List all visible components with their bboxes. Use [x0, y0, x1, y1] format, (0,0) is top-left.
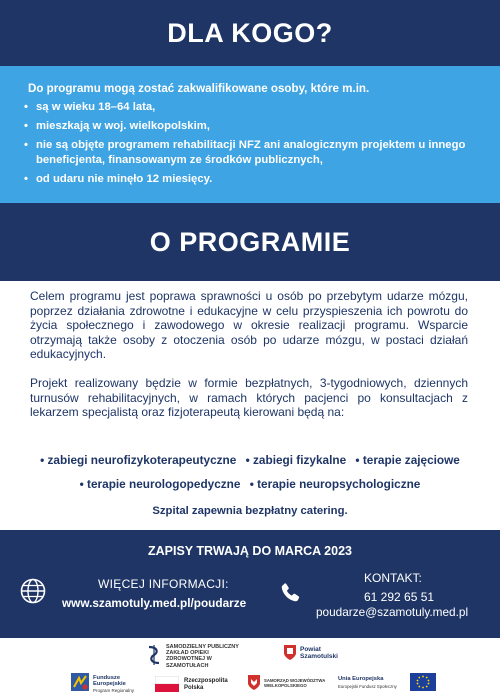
contact-label: KONTAKT: — [364, 571, 422, 585]
logos-strip — [0, 638, 500, 700]
eu-flag-icon — [410, 673, 436, 691]
eu-name: Unia Europejska — [338, 676, 384, 682]
eligibility-section — [0, 66, 500, 203]
treatments-row — [0, 472, 500, 496]
header-band — [0, 0, 500, 66]
signup-deadline: ZAPISY TRWAJĄ DO MARCA 2023 — [148, 544, 352, 558]
catering-note: Szpital zapewnia bezpłatny catering. — [152, 505, 348, 517]
eligibility-list — [22, 100, 482, 191]
website-link[interactable]: www.szamotuly.med.pl/poudarze — [62, 596, 247, 610]
program-title: O PROGRAMIE — [149, 226, 351, 257]
hospital-logo-icon — [147, 644, 161, 666]
fe-logo-icon — [70, 672, 90, 692]
treatments-list — [0, 448, 500, 496]
header-title: DLA KOGO? — [167, 17, 333, 48]
more-info-label: WIĘCEJ INFORMACJI: — [98, 577, 229, 591]
program-paragraph: Celem programu jest poprawa sprawności u osób po przebytym udarze mózgu, poprzez działania zdrowotne i edukacyjne w celu przyspieszenia ich powrotu do życia społecznego i zawodowego w okresie realizacji programu. Wsparcie otrzymają także osoby z otoczenia osób po udarze mózgu, w postaci działań edukacyjnych. — [30, 289, 468, 362]
treatment-item: • terapie zajęciowe — [355, 453, 460, 467]
eu-sub: Europejski Fundusz Społeczny — [338, 684, 397, 689]
eligibility-item: • od udaru nie minęło 12 miesięcy. — [22, 172, 482, 187]
powiat-name: Powiat Szamotulski — [300, 646, 338, 660]
program-body — [30, 289, 468, 434]
treatment-item: • terapie neuropsychologiczne — [249, 477, 421, 491]
treatment-item: • terapie neurologopedyczne — [79, 477, 241, 491]
treatments-row — [0, 448, 500, 472]
email-link[interactable]: poudarze@szamotuly.med.pl — [316, 605, 469, 619]
hospital-name: SAMODZIELNY PUBLICZNY ZAKŁAD OPIEKI ZDROWOTNEJ W SZAMOTUŁACH — [166, 644, 239, 669]
eligibility-item: • nie są objęte programem rehabilitacji NFZ ani analogicznym projektem u innego beneficjenta, finansowanym ze środków publicznych, — [22, 138, 482, 167]
fe-sub: Program Regionalny — [93, 688, 135, 693]
footer-band — [0, 530, 500, 638]
fe-name: Fundusze Europejskie — [93, 675, 126, 688]
wielkopolska-crest-icon — [247, 674, 261, 691]
program-paragraph: Projekt realizowany będzie w formie bezpłatnych, 3-tygodniowych, dziennych turnusów rehabilitacyjnych, w ramach których pacjenci po konsultacjach z lekarzem specjalistą oraz fizjoterapeutą kierowani będą na: — [30, 375, 468, 420]
woj-name: SAMORZĄD WOJEWÓDZTWA WIELKOPOLSKIEGO — [264, 678, 326, 688]
eligibility-item: • mieszkają w woj. wielkopolskim, — [22, 119, 482, 134]
treatment-item: • zabiegi neurofizykoterapeutyczne — [40, 453, 237, 467]
globe-icon — [20, 578, 46, 604]
phone-number[interactable]: 61 292 65 51 — [364, 590, 435, 604]
treatment-item: • zabiegi fizykalne — [245, 453, 347, 467]
eligibility-intro: Do programu mogą zostać zakwalifikowane osoby, które m.in. — [28, 82, 370, 95]
eligibility-item: • są w wieku 18–64 lata, — [22, 100, 482, 115]
phone-icon — [278, 581, 302, 605]
rp-name: Rzeczpospolita Polska — [184, 678, 228, 691]
poland-flag-icon — [155, 676, 179, 692]
program-band — [0, 203, 500, 281]
powiat-crest-icon — [283, 644, 297, 661]
